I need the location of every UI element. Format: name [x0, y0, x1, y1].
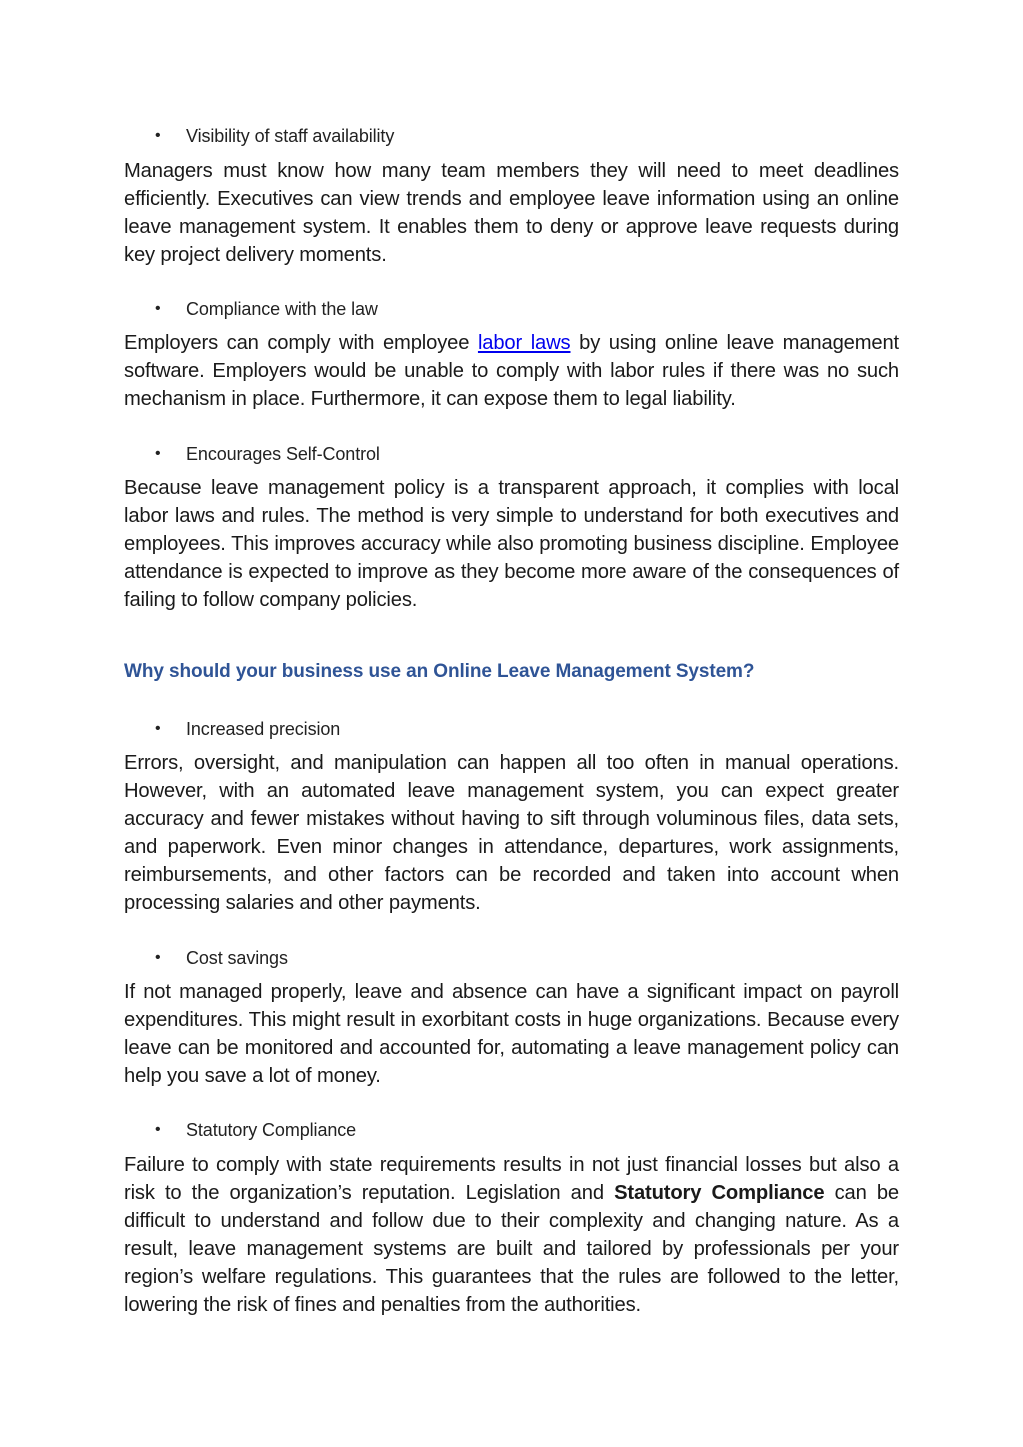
bullet-item-statutory: [124, 1118, 961, 1142]
bullet-label: Increased precision: [186, 719, 341, 739]
paragraph-precision: Errors, oversight, and manipulation can happen all too often in manual operations. However, with an automated leave management system, you can expect greater accuracy and fewer mistakes without having to sift through voluminous files, data sets, and paperwork. Even minor changes in attendance, departures, work assignments, reimbursements, and other factors can be recorded and taken into account when processing salaries and other payments.: [124, 752, 899, 914]
bullet-label: Encourages Self-Control: [186, 444, 380, 464]
bullet-label: Statutory Compliance: [186, 1120, 357, 1140]
paragraph-statutory: [124, 1151, 899, 1319]
bullet-item-precision: [124, 717, 961, 741]
statutory-compliance-bold: Statutory Compliance: [614, 1182, 825, 1204]
paragraph-visibility: Managers must know how many team members they will need to meet deadlines efficiently. Executives can view trends and employee leave information using an online leave management system. It enables them to deny or approve leave requests during key project delivery moments.: [124, 160, 899, 266]
paragraph-compliance: [124, 329, 899, 413]
bullet-dot-icon: •: [155, 127, 161, 144]
bullet-item-visibility: [124, 124, 961, 148]
bullet-label: Compliance with the law: [186, 299, 378, 319]
paragraph-text: Failure to comply with state requirements results in not just financial losses but also a risk to the organization’s reputation. Legislation and: [124, 1154, 899, 1204]
bullet-label: Cost savings: [186, 948, 288, 968]
bullet-dot-icon: •: [155, 949, 161, 966]
paragraph-self-control: Because leave management policy is a transparent approach, it complies with local labor laws and rules. The method is very simple to understand for both executives and employees. This improves accuracy while also promoting business discipline. Employee attendance is expected to improve as they become more aware of the consequences of failing to follow company policies.: [124, 477, 899, 611]
section-heading: Why should your business use an Online Leave Management System?: [124, 661, 755, 682]
paragraph-text: Employers can comply with employee: [124, 332, 478, 354]
bullet-dot-icon: •: [155, 445, 161, 462]
bullet-dot-icon: •: [155, 720, 161, 737]
bullet-item-cost-savings: [124, 946, 961, 970]
bullet-item-compliance: [124, 297, 961, 321]
paragraph-text: can be difficult to understand and follow due to their complexity and changing nature. As a result, leave management systems are built and tailored by professionals per your region’s welfare regulations. This guarantees that the rules are followed to the letter, lowering the risk of fines and penalties from the authorities.: [124, 1182, 900, 1316]
bullet-dot-icon: •: [155, 1121, 161, 1138]
labor-laws-link[interactable]: labor laws: [477, 332, 571, 354]
bullet-item-self-control: [124, 442, 961, 466]
bullet-label: Visibility of staff availability: [186, 126, 395, 146]
paragraph-text: by using online leave management software. Employers would be unable to comply with labor rules if there was no such mechanism in place. Furthermore, it can expose them to legal liability.: [124, 332, 900, 410]
paragraph-cost-savings: If not managed properly, leave and absence can have a significant impact on payroll expenditures. This might result in exorbitant costs in huge organizations. Because every leave can be monitored and accounted for, automating a leave management policy can help you save a lot of money.: [124, 981, 899, 1087]
bullet-dot-icon: •: [155, 300, 161, 317]
